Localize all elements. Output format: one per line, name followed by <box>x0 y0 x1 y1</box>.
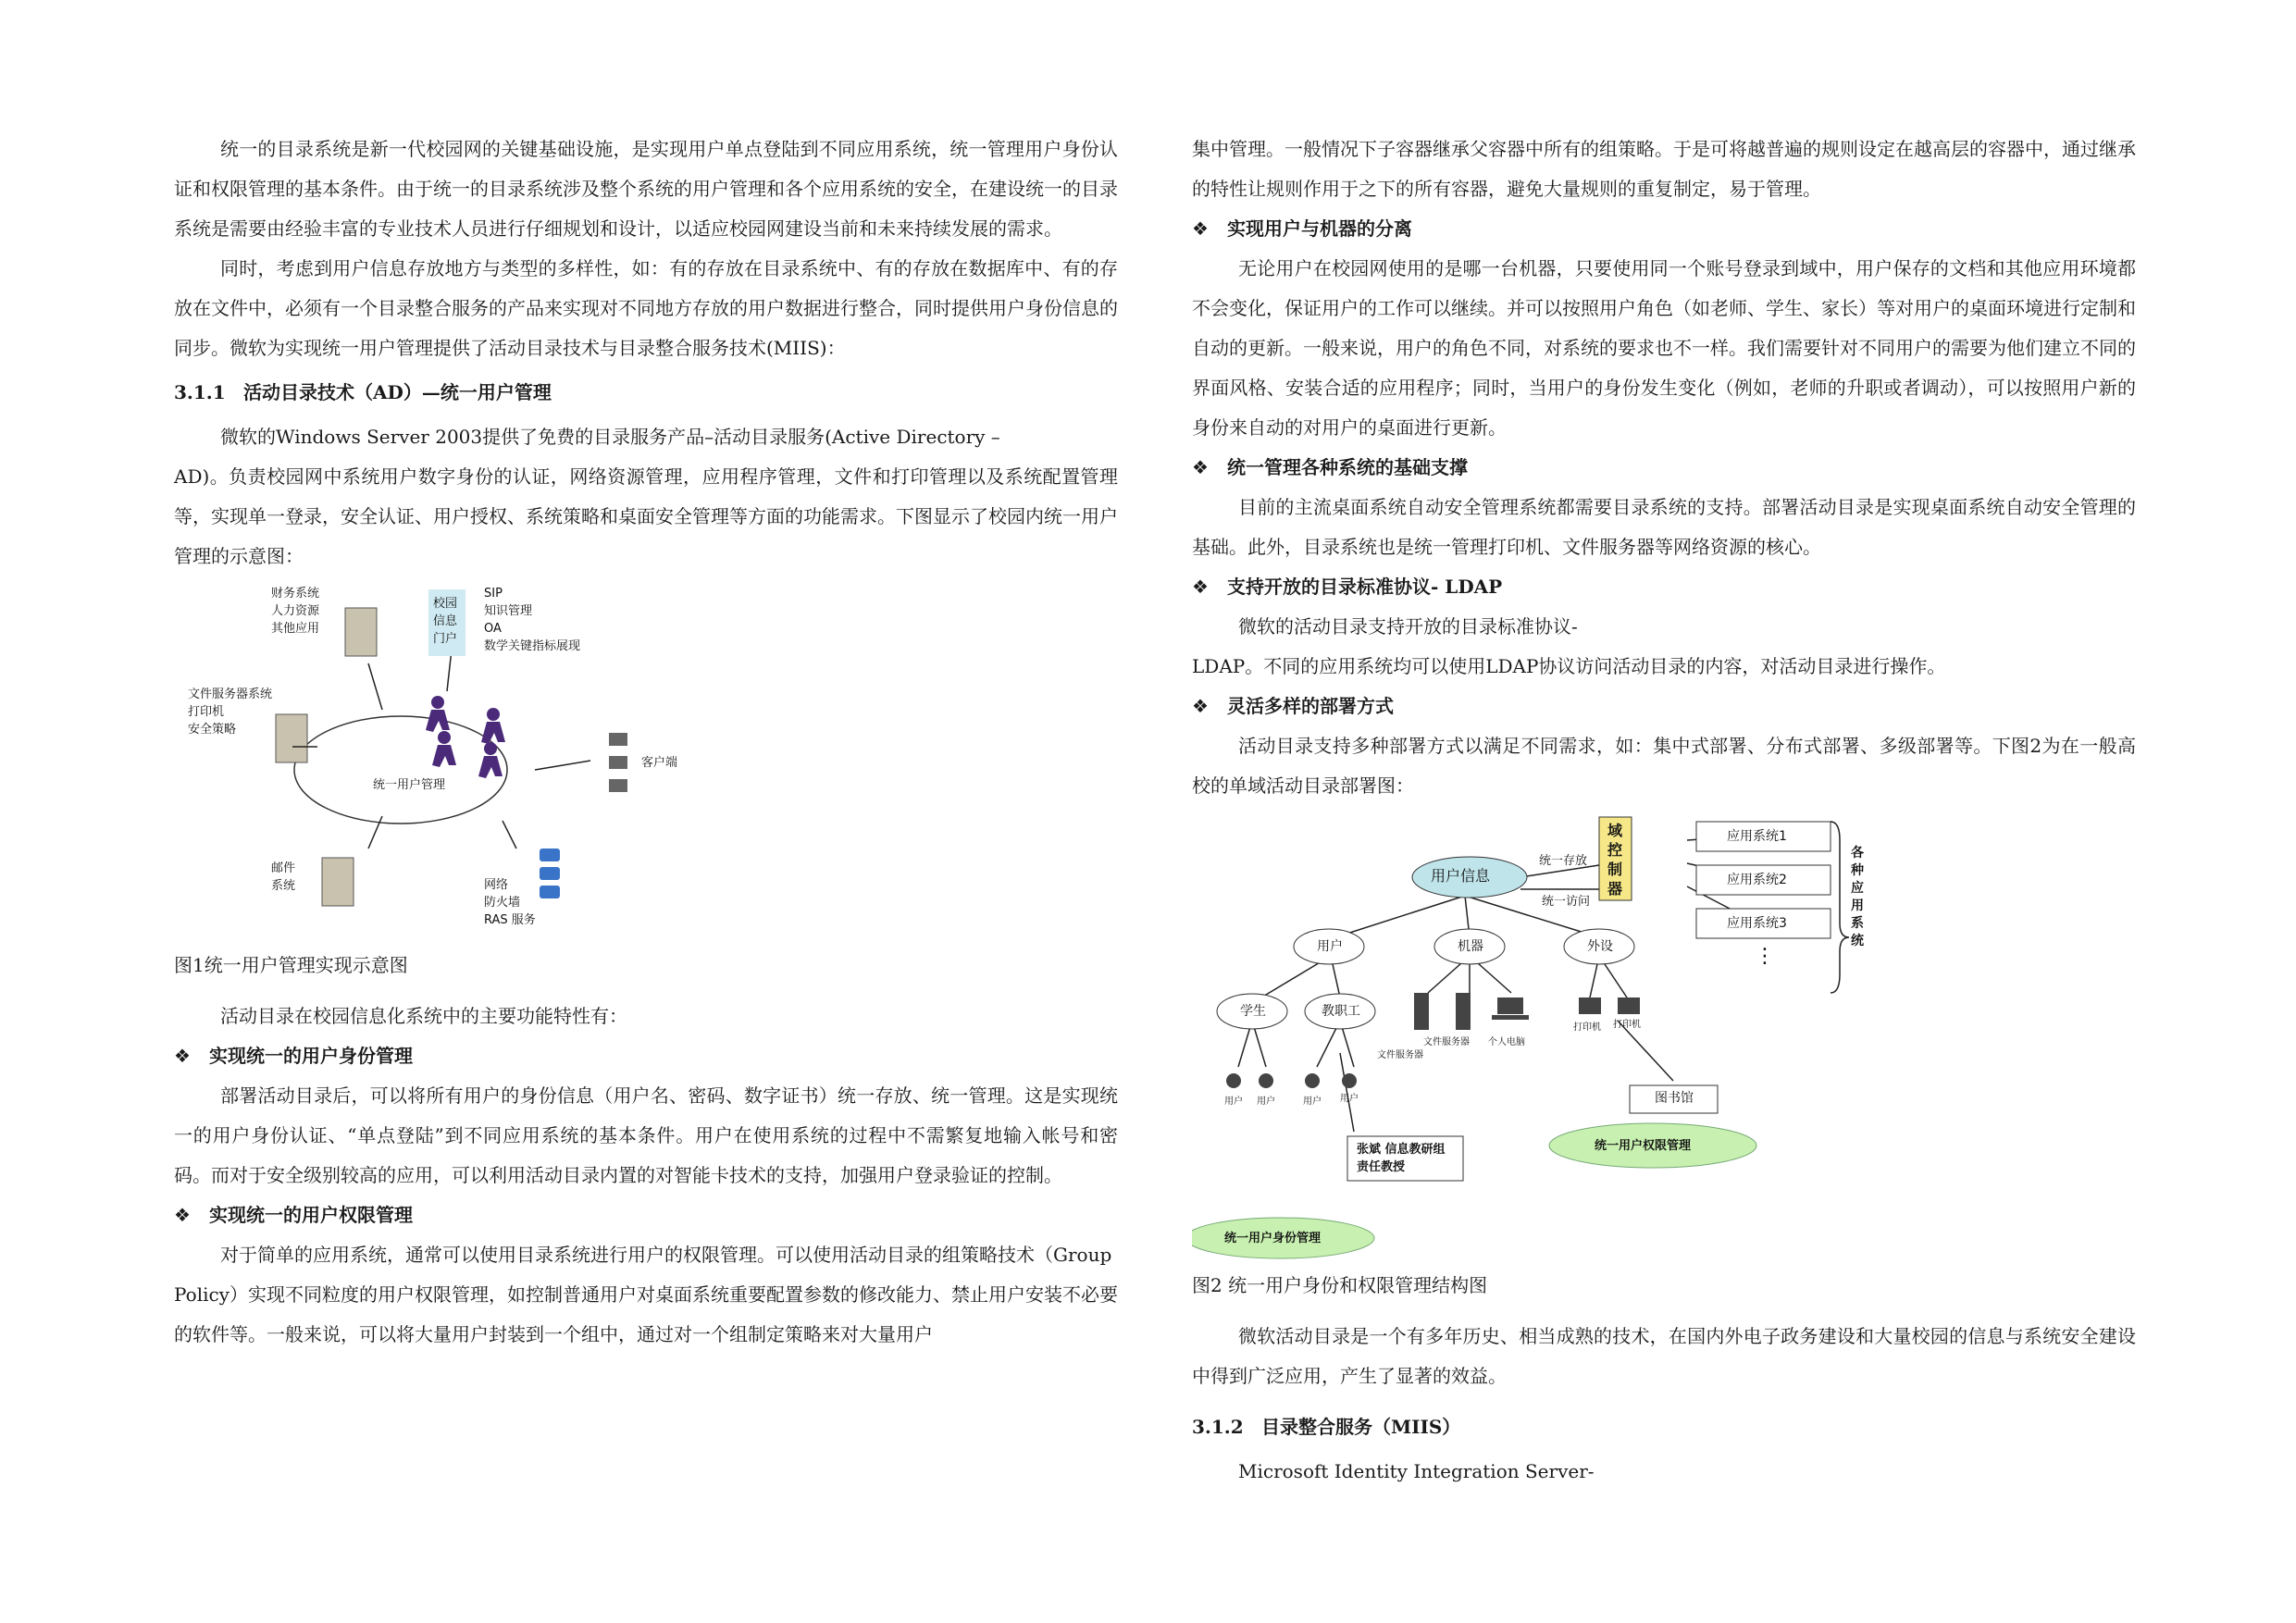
figure-2-caption: 图2 统一用户身份和权限管理结构图 <box>1192 1274 1488 1296</box>
sip-apps-label: SIP 知识管理 OA 数学关键指标展现 <box>484 587 581 653</box>
bullet-heading: ❖ 统一管理各种系统的基础支撑 <box>1192 448 2136 488</box>
unified-permission-cloud: 统一用户权限管理 <box>1595 1139 1692 1153</box>
pc-label: 个人电脑 <box>1488 1037 1525 1047</box>
paragraph: 活动目录在校园信息化系统中的主要功能特性有： <box>220 1005 627 1027</box>
diamond-bullet-icon: ❖ <box>1192 576 1209 598</box>
paragraph: 活动目录支持多种部署方式以满足不同需求，如：集中式部署、分布式部署、多级部署等。下图2为在一般高校的单域活动目录部署图： <box>1192 735 2136 797</box>
paragraph: 同时，考虑到用户信息存放地方与类型的多样性，如：有的存放在目录系统中、有的存放在数据库中、有的存放在文件中，必须有一个目录整合服务的产品来实现对不同地方存放的用户数据进行整合，同时提供用户身份信息的同步。微软为实现统一用户管理提供了活动目录技术与目录整合服务技术(MIIS)： <box>174 257 1118 359</box>
right-column <box>1192 130 2136 1492</box>
mail-system-label: 邮件 系统 <box>271 861 296 893</box>
diamond-bullet-icon: ❖ <box>174 1045 191 1067</box>
bullet-heading: ❖ 支持开放的目录标准协议- LDAP <box>1192 567 2136 607</box>
paragraph: 统一的目录系统是新一代校园网的关键基础设施，是实现用户单点登陆到不同应用系统，统一管理用户身份认证和权限管理的基本条件。由于统一的目录系统涉及整个系统的用户管理和各个应用系统的安全，在建设统一的目录系统是需要由经验丰富的专业技术人员进行仔细规划和设计，以适应校园网建设当前和未来持续发展的需求。 <box>174 138 1118 240</box>
paragraph: 微软的Windows Server 2003提供了免费的目录服务产品–活动目录服务(Active Directory – <box>220 426 1000 448</box>
printer-label: 打印机 <box>1573 1022 1601 1033</box>
file-server-label: 文件服务器 <box>1377 1050 1423 1060</box>
section-title: 活动目录技术（AD）—统一用户管理 <box>243 381 552 403</box>
bullet-heading: ❖ 实现用户与机器的分离 <box>1192 209 2136 249</box>
paragraph: Microsoft Identity Integration Server- <box>1238 1460 1595 1482</box>
left-column <box>174 130 1118 1355</box>
domain-controller-node: 域 控 制 器 <box>1607 822 1623 898</box>
machine-node: 机器 <box>1458 939 1483 954</box>
figure-1-unified-user-management <box>174 580 748 946</box>
paragraph: 微软的活动目录支持开放的目录标准协议- <box>1238 615 1578 638</box>
client-label: 客户端 <box>641 756 678 770</box>
section-heading-3-1-2 <box>1192 1407 2136 1447</box>
user-leaf: 用户 <box>1257 1096 1275 1107</box>
paragraph: 部署活动目录后，可以将所有用户的身份信息（用户名、密码、数字证书）统一存放、统一管理。这是实现统一的用户身份认证、“单点登陆”到不同应用系统的基本条件。用户在使用系统的过程中不需繁复地输入帐号和密码。而对于安全级别较高的应用，可以利用活动目录内置的对智能卡技术的支持，加强用户登录验证的控制。 <box>174 1084 1118 1186</box>
diamond-bullet-icon: ❖ <box>1192 217 1209 240</box>
app-system-3: 应用系统3 <box>1727 916 1787 931</box>
paragraph: 集中管理。一般情况下子容器继承父容器中所有的组策略。于是可将越普遍的规则设定在越高层的容器中，通过继承的特性让规则作用于之下的所有容器，避免大量规则的重复制定，易于管理。 <box>1192 138 2136 200</box>
user-leaf: 用户 <box>1303 1096 1322 1107</box>
paragraph: 对于简单的应用系统，通常可以使用目录系统进行用户的权限管理。可以使用活动目录的组策略技术（Group <box>220 1244 1112 1266</box>
paragraph: LDAP。不同的应用系统均可以使用LDAP协议访问活动目录的内容，对活动目录进行操作。 <box>1192 655 1946 677</box>
finance-systems-label: 财务系统 人力资源 其他应用 <box>271 587 320 636</box>
bullet-heading: ❖ 实现统一的用户权限管理 <box>174 1196 1118 1235</box>
paragraph: 微软活动目录是一个有多年历史、相当成熟的技术，在国内外电子政务建设和大量校园的信息与系统安全建设中得到广泛应用，产生了显著的效益。 <box>1192 1325 2136 1387</box>
various-app-systems-label: 各 种 应 用 系 统 <box>1851 846 1864 948</box>
section-title: 目录整合服务（MIIS） <box>1261 1416 1461 1438</box>
user-leaf: 用户 <box>1340 1094 1359 1104</box>
paragraph: 目前的主流桌面系统自动安全管理系统都需要目录系统的支持。部署活动目录是实现桌面系统自动安全管理的基础。此外，目录系统也是统一管理打印机、文件服务器等网络资源的核心。 <box>1192 496 2136 558</box>
app-system-1: 应用系统1 <box>1727 829 1787 844</box>
section-number: 3.1.1 <box>174 381 226 403</box>
more-apps-ellipsis: ⋮ <box>1755 945 1775 968</box>
paragraph: Policy）实现不同粒度的用户权限管理，如控制普通用户对桌面系统重要配置参数的修改能力、禁止用户安装不必要的软件等。一般来说，可以将大量用户封装到一个组中，通过对一个组制定策略来对大量用户 <box>174 1283 1118 1345</box>
section-heading-3-1-1 <box>174 373 1118 413</box>
unified-identity-cloud: 统一用户身份管理 <box>1224 1232 1322 1245</box>
unified-access-label: 统一访问 <box>1542 895 1591 909</box>
paragraph: AD)。负责校园网中系统用户数字身份的认证，网络资源管理，应用程序管理，文件和打印管理以及系统配置管理等，实现单一登录，安全认证、用户授权、系统策略和桌面安全管理等方面的功能需求。下图显示了校园内统一用户管理的示意图： <box>174 465 1118 567</box>
zhang-bin-box: 张斌 信息教研组 责任教授 <box>1357 1143 1446 1174</box>
network-label: 网络 防火墙 RAS 服务 <box>484 878 536 927</box>
figure-1-caption: 图1统一用户管理实现示意图 <box>174 954 408 976</box>
diamond-bullet-icon: ❖ <box>174 1204 191 1226</box>
file-server-label: 文件服务器系统 打印机 安全策略 <box>188 688 273 737</box>
figure-2-identity-permission-structure <box>1192 808 2117 1266</box>
unified-user-management-label: 统一用户管理 <box>373 778 446 792</box>
section-number: 3.1.2 <box>1192 1416 1244 1438</box>
diamond-bullet-icon: ❖ <box>1192 695 1209 717</box>
bullet-heading: ❖ 灵活多样的部署方式 <box>1192 687 2136 726</box>
app-system-2: 应用系统2 <box>1727 873 1787 887</box>
staff-node: 教职工 <box>1322 1004 1360 1019</box>
diamond-bullet-icon: ❖ <box>1192 456 1209 478</box>
student-node: 学生 <box>1240 1004 1266 1019</box>
unified-storage-label: 统一存放 <box>1539 854 1588 868</box>
campus-portal-label: 校园 信息 门户 <box>433 597 458 646</box>
printer-label: 打印机 <box>1613 1020 1641 1030</box>
user-leaf: 用户 <box>1224 1096 1243 1107</box>
user-info-node: 用户信息 <box>1431 867 1491 885</box>
peripheral-node: 外设 <box>1587 939 1613 954</box>
paragraph: 无论用户在校园网使用的是哪一台机器，只要使用同一个账号登录到域中，用户保存的文档和其他应用环境都不会变化，保证用户的工作可以继续。并可以按照用户角色（如老师、学生、家长）等对用户的桌面环境进行定制和自动的更新。一般来说，用户的角色不同，对系统的要求也不一样。我们需要针对不同用户的需要为他们建立不同的界面风格、安装合适的应用程序；同时，当用户的身份发生变化（例如，老师的升职或者调动），可以按照用户新的身份来自动的对用户的桌面进行更新。 <box>1192 257 2136 439</box>
user-node: 用户 <box>1317 939 1343 954</box>
file-server-label: 文件服务器 <box>1423 1037 1470 1047</box>
bullet-heading: ❖ 实现统一的用户身份管理 <box>174 1036 1118 1076</box>
library-node: 图书馆 <box>1655 1091 1694 1106</box>
